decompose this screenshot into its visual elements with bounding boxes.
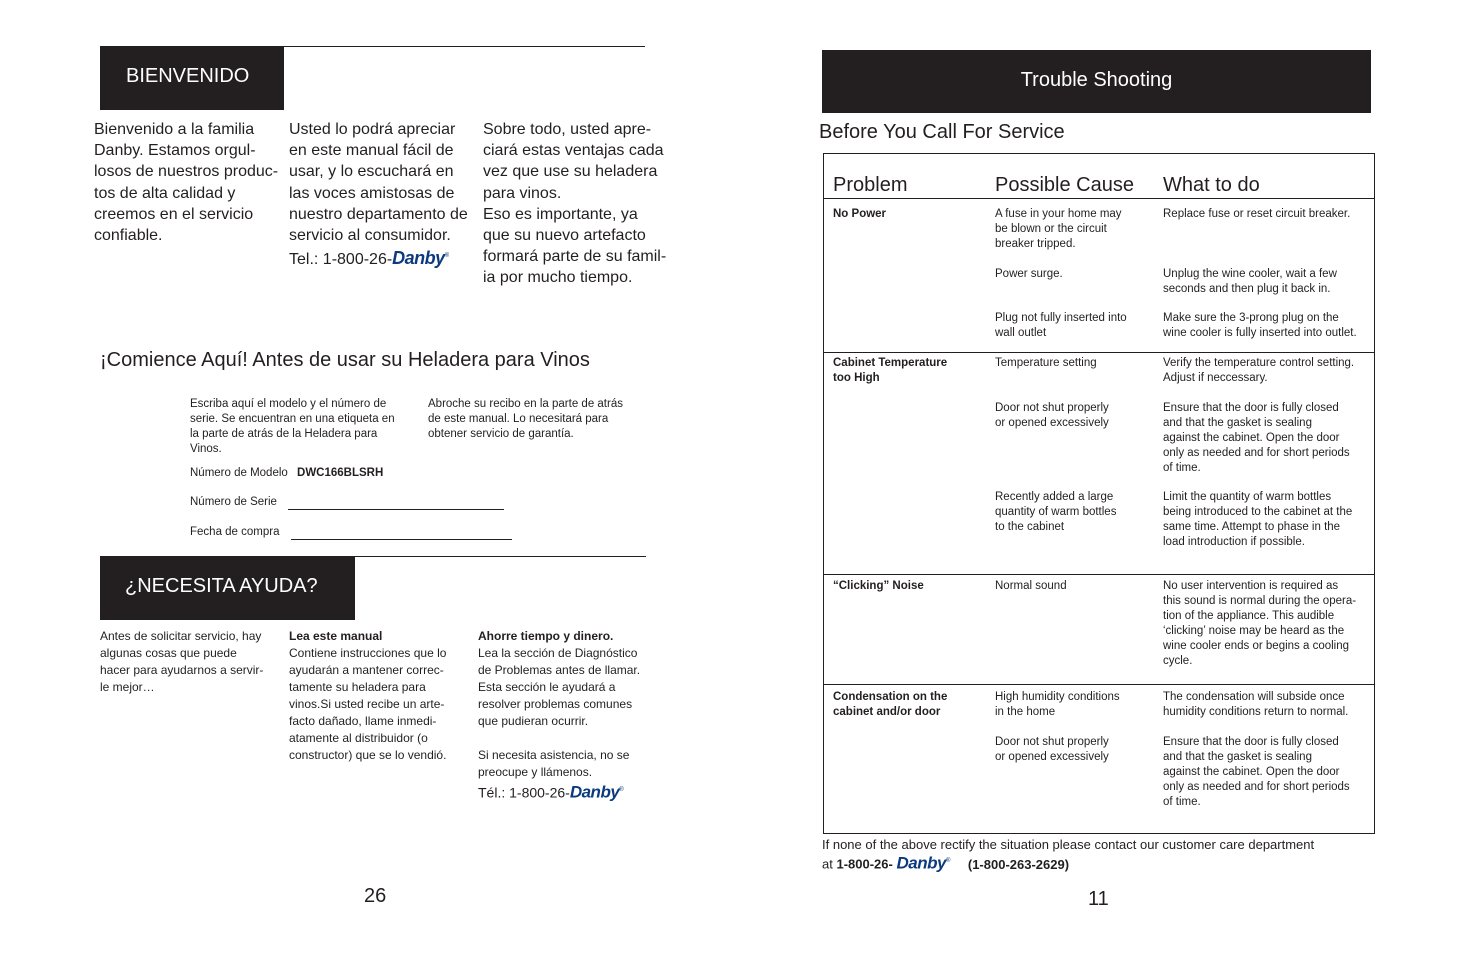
group-divider [823,684,1375,685]
cause-cell: Power surge. [995,268,1063,280]
action-cell: Ensure that the door is fully closed and that the gasket is sealing against the cabinet. Open the door only as needed and for short periods of time. [1163,736,1350,808]
welcome-col3: Sobre todo, usted apre- ciará estas ventajas cada vez que use su heladera para vinos. Eso es importante, ya que su nuevo artefacto formará parte de su famil- ia por mucho tiempo. [483,121,667,287]
date-label: Fecha de compra [190,526,280,538]
footer-contact [822,836,1382,873]
action-cell: No user intervention is required as this sound is normal during the opera- tion of the appliance. This audible ‘clicking’ noise may be heard as the wine cooler ends or begins a cooling cycle. [1163,580,1357,667]
danby-logo-text: Danby [896,853,946,873]
help-col3-title: Ahorre tiempo y dinero. [478,629,614,643]
start-note-model: Escriba aquí el modelo y el número de serie. Se encuentran en una etiqueta en la parte de atrás de la Heladera para Vinos. [190,398,395,455]
footer-phone2: (1-800-263-2629) [967,856,1070,872]
help-col2-text: Contiene instrucciones que lo ayudarán a mantener correc- tamente su heladera para vinos.Si usted recibe un arte- facto dañado, llame inmedi- atamente al distribuidor (o constructor) que se lo vendió. [289,646,447,762]
start-heading: ¡Comience Aquí! Antes de usar su Heladera para Vinos [100,349,590,371]
group-divider [823,574,1375,575]
problem-cell: No Power [833,208,887,220]
welcome-col1: Bienvenido a la familia Danby. Estamos orgul- losos de nuestros produc- tos de alta calidad y creemos en el servicio confiable. [94,121,279,245]
action-cell: Verify the temperature control setting. Adjust if neccessary. [1163,357,1355,384]
date-field[interactable] [291,526,512,540]
footer-phone-line [822,853,1382,873]
danby-logo: Danby® [896,853,950,873]
help-col2 [289,628,474,764]
cause-cell: A fuse in your home may be blown or the circuit breaker tripped. [995,208,1122,250]
welcome-header-label: BIENVENIDO [126,65,250,87]
footer-phone1: 1-800-26- [836,856,893,872]
action-cell: Make sure the 3-prong plug on the wine cooler is fully inserted into outlet. [1163,312,1357,339]
problem-cell: Condensation on the cabinet and/or door [833,691,948,718]
page-number-right: 11 [1088,888,1109,910]
action-cell: The condensation will subside once humidity conditions return to normal. [1163,691,1349,718]
trouble-header-label: Trouble Shooting [1020,69,1173,91]
action-cell: Ensure that the door is fully closed and that the gasket is sealing against the cabinet. Open the door only as needed and for short periods of time. [1163,402,1350,474]
cause-cell: Plug not fully inserted into wall outlet [995,312,1127,339]
help-header [100,556,355,620]
start-note-receipt: Abroche su recibo en la parte de atrás de este manual. Lo necesitará para obtener servicio de garantía. [428,398,623,440]
footer-text: If none of the above rectify the situation please contact our customer care department [822,837,1315,852]
cause-cell: Recently added a large quantity of warm bottles to the cabinet [995,491,1117,533]
danby-logo-text: Danby [392,248,445,269]
model-label: Número de Modelo [190,467,288,479]
header-divider [823,198,1375,199]
help-col1: Antes de solicitar servicio, hay algunas cosas que puede hacer para ayudarnos a servir- le mejor… [100,629,264,694]
serial-label: Número de Serie [190,496,277,508]
help-col3 [478,628,668,802]
col-header-action: What to do [1163,174,1260,196]
page-number-left: 26 [364,885,387,907]
problem-cell: Cabinet Temperature too High [833,357,948,384]
col-header-cause: Possible Cause [995,174,1134,196]
cause-cell: Normal sound [995,580,1067,592]
group-divider [823,352,1375,353]
serial-field[interactable] [288,496,504,510]
danby-logo: Danby® [392,248,449,269]
help-tel-label: Tél.: 1-800-26- [478,784,570,801]
problem-cell: “Clicking” Noise [833,580,924,592]
model-value: DWC166BLSRH [297,467,384,479]
col-header-problem: Problem [833,174,908,196]
serial-row [190,495,504,510]
danby-logo-text: Danby [569,782,620,802]
help-header-label: ¿NECESITA AYUDA? [125,575,318,597]
action-cell: Limit the quantity of warm bottles being introduced to the cabinet at the same time. Attempt to phase in the load introduction if possible. [1163,491,1353,548]
welcome-col2 [289,119,474,270]
trouble-header [822,50,1371,113]
help-col3-tel [478,781,668,802]
cause-cell: Temperature setting [995,357,1097,369]
cause-cell: Door not shut properly or opened excessively [995,402,1109,429]
danby-logo: Danby® [569,782,624,802]
help-col3-text: Lea la sección de Diagnóstico de Problemas antes de llamar. Esta sección le ayudará a resolver problemas comunes que pudieran ocurrir. Si necesita asistencia, no se preocupe y llámenos. [478,646,641,779]
footer-at: at [822,856,837,872]
action-cell: Replace fuse or reset circuit breaker. [1163,208,1351,220]
cause-cell: High humidity conditions in the home [995,691,1120,718]
welcome-tel-label: Tel.: 1-800-26- [289,251,393,269]
service-subheading: Before You Call For Service [819,121,1065,143]
model-row [190,466,383,481]
help-col2-title: Lea este manual [289,629,383,643]
welcome-header [100,46,284,110]
action-cell: Unplug the wine cooler, wait a few seconds and then plug it back in. [1163,268,1337,295]
date-row [190,525,512,540]
cause-cell: Door not shut properly or opened excessively [995,736,1109,763]
welcome-col2-text: Usted lo podrá apreciar en este manual fácil de usar, y lo escuchará en las voces amistosas de nuestro departamento de servicio al consumidor. [289,121,468,245]
welcome-col2-tel [289,246,474,270]
